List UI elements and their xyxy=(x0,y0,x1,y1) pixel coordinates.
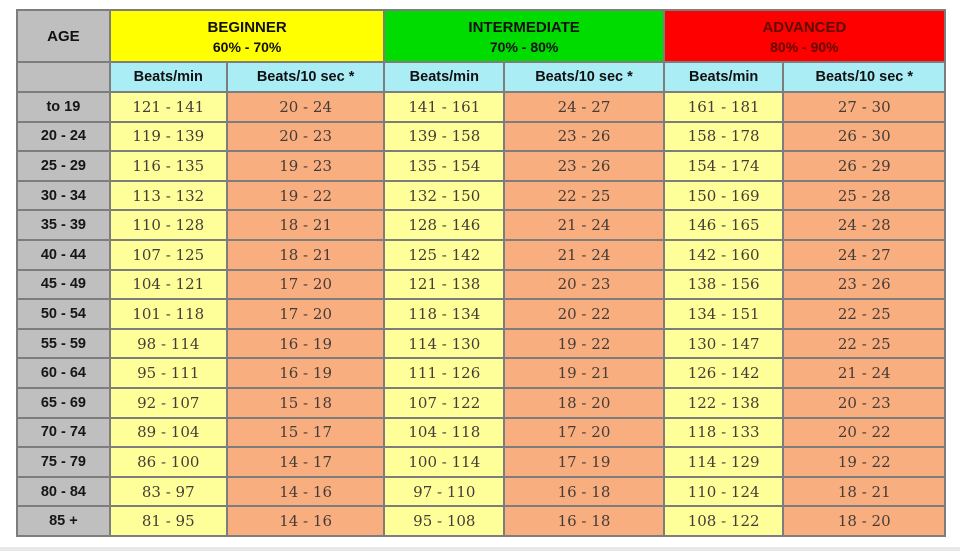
value-cell: 20 - 22 xyxy=(783,418,945,448)
value-cell: 100 - 114 xyxy=(384,447,504,477)
value-cell: 130 - 147 xyxy=(664,329,784,359)
age-cell: 40 - 44 xyxy=(17,240,110,270)
value-cell: 116 - 135 xyxy=(110,151,227,181)
age-cell: 55 - 59 xyxy=(17,329,110,359)
age-cell: 80 - 84 xyxy=(17,477,110,507)
section-name-beginner: BEGINNER xyxy=(207,18,287,36)
table-row xyxy=(17,240,945,270)
value-cell: 104 - 118 xyxy=(384,418,504,448)
value-cell: 138 - 156 xyxy=(664,270,784,300)
section-header-intermediate xyxy=(384,10,663,62)
value-cell: 104 - 121 xyxy=(110,270,227,300)
value-cell: 21 - 24 xyxy=(504,210,664,240)
table-body xyxy=(17,92,945,536)
value-cell: 22 - 25 xyxy=(783,329,945,359)
value-cell: 17 - 20 xyxy=(504,418,664,448)
unit-header-intermediate-bpm: Beats/min xyxy=(384,62,504,92)
value-cell: 16 - 18 xyxy=(504,506,664,536)
value-cell: 95 - 108 xyxy=(384,506,504,536)
value-cell: 19 - 23 xyxy=(227,151,385,181)
age-cell: 45 - 49 xyxy=(17,270,110,300)
value-cell: 18 - 20 xyxy=(504,388,664,418)
value-cell: 19 - 22 xyxy=(227,181,385,211)
value-cell: 18 - 21 xyxy=(227,210,385,240)
value-cell: 19 - 22 xyxy=(783,447,945,477)
value-cell: 97 - 110 xyxy=(384,477,504,507)
age-cell: 60 - 64 xyxy=(17,358,110,388)
value-cell: 20 - 23 xyxy=(227,122,385,152)
section-header-advanced xyxy=(664,10,945,62)
value-cell: 16 - 19 xyxy=(227,329,385,359)
value-cell: 134 - 151 xyxy=(664,299,784,329)
value-cell: 139 - 158 xyxy=(384,122,504,152)
value-cell: 95 - 111 xyxy=(110,358,227,388)
value-cell: 111 - 126 xyxy=(384,358,504,388)
value-cell: 14 - 16 xyxy=(227,477,385,507)
value-cell: 150 - 169 xyxy=(664,181,784,211)
value-cell: 135 - 154 xyxy=(384,151,504,181)
heart-rate-zone-table xyxy=(16,9,946,537)
section-header-row xyxy=(17,10,945,62)
value-cell: 20 - 22 xyxy=(504,299,664,329)
value-cell: 128 - 146 xyxy=(384,210,504,240)
age-cell: 25 - 29 xyxy=(17,151,110,181)
age-cell: 30 - 34 xyxy=(17,181,110,211)
value-cell: 107 - 125 xyxy=(110,240,227,270)
value-cell: 18 - 20 xyxy=(783,506,945,536)
value-cell: 14 - 17 xyxy=(227,447,385,477)
table-row xyxy=(17,388,945,418)
value-cell: 14 - 16 xyxy=(227,506,385,536)
value-cell: 18 - 21 xyxy=(227,240,385,270)
section-name-intermediate: INTERMEDIATE xyxy=(468,18,580,36)
value-cell: 16 - 19 xyxy=(227,358,385,388)
value-cell: 122 - 138 xyxy=(664,388,784,418)
value-cell: 17 - 20 xyxy=(227,299,385,329)
blank-header-cell xyxy=(17,62,110,92)
value-cell: 114 - 129 xyxy=(664,447,784,477)
value-cell: 89 - 104 xyxy=(110,418,227,448)
age-cell: 65 - 69 xyxy=(17,388,110,418)
value-cell: 22 - 25 xyxy=(783,299,945,329)
value-cell: 110 - 128 xyxy=(110,210,227,240)
section-range-intermediate: 70% - 80% xyxy=(489,39,559,56)
age-cell: to 19 xyxy=(17,92,110,122)
age-cell: 85 + xyxy=(17,506,110,536)
table-row xyxy=(17,210,945,240)
unit-header-advanced-bpm: Beats/min xyxy=(664,62,784,92)
value-cell: 19 - 22 xyxy=(504,329,664,359)
unit-header-beginner-bpm: Beats/min xyxy=(110,62,227,92)
value-cell: 27 - 30 xyxy=(783,92,945,122)
value-cell: 81 - 95 xyxy=(110,506,227,536)
value-cell: 142 - 160 xyxy=(664,240,784,270)
value-cell: 23 - 26 xyxy=(783,270,945,300)
value-cell: 16 - 18 xyxy=(504,477,664,507)
section-name-advanced: ADVANCED xyxy=(762,18,847,36)
table-row xyxy=(17,447,945,477)
value-cell: 161 - 181 xyxy=(664,92,784,122)
value-cell: 121 - 141 xyxy=(110,92,227,122)
table-row xyxy=(17,122,945,152)
unit-header-advanced-b10: Beats/10 sec * xyxy=(783,62,945,92)
value-cell: 26 - 30 xyxy=(783,122,945,152)
value-cell: 92 - 107 xyxy=(110,388,227,418)
age-cell: 70 - 74 xyxy=(17,418,110,448)
unit-header-row xyxy=(17,62,945,92)
table-row xyxy=(17,92,945,122)
value-cell: 23 - 26 xyxy=(504,122,664,152)
value-cell: 98 - 114 xyxy=(110,329,227,359)
value-cell: 86 - 100 xyxy=(110,447,227,477)
value-cell: 22 - 25 xyxy=(504,181,664,211)
table-row xyxy=(17,329,945,359)
value-cell: 21 - 24 xyxy=(504,240,664,270)
value-cell: 20 - 24 xyxy=(227,92,385,122)
table-row xyxy=(17,151,945,181)
value-cell: 24 - 27 xyxy=(783,240,945,270)
table-row xyxy=(17,358,945,388)
table-row xyxy=(17,299,945,329)
value-cell: 15 - 18 xyxy=(227,388,385,418)
section-range-beginner: 60% - 70% xyxy=(212,39,282,56)
value-cell: 19 - 21 xyxy=(504,358,664,388)
value-cell: 146 - 165 xyxy=(664,210,784,240)
value-cell: 24 - 28 xyxy=(783,210,945,240)
value-cell: 121 - 138 xyxy=(384,270,504,300)
value-cell: 118 - 134 xyxy=(384,299,504,329)
age-column-header: AGE xyxy=(17,10,110,62)
value-cell: 141 - 161 xyxy=(384,92,504,122)
value-cell: 125 - 142 xyxy=(384,240,504,270)
table-row xyxy=(17,181,945,211)
value-cell: 17 - 19 xyxy=(504,447,664,477)
value-cell: 107 - 122 xyxy=(384,388,504,418)
value-cell: 17 - 20 xyxy=(227,270,385,300)
age-cell: 35 - 39 xyxy=(17,210,110,240)
value-cell: 23 - 26 xyxy=(504,151,664,181)
unit-header-intermediate-b10: Beats/10 sec * xyxy=(504,62,664,92)
age-cell: 20 - 24 xyxy=(17,122,110,152)
value-cell: 83 - 97 xyxy=(110,477,227,507)
table-row xyxy=(17,506,945,536)
value-cell: 20 - 23 xyxy=(783,388,945,418)
age-cell: 75 - 79 xyxy=(17,447,110,477)
value-cell: 25 - 28 xyxy=(783,181,945,211)
value-cell: 118 - 133 xyxy=(664,418,784,448)
value-cell: 126 - 142 xyxy=(664,358,784,388)
value-cell: 113 - 132 xyxy=(110,181,227,211)
value-cell: 26 - 29 xyxy=(783,151,945,181)
value-cell: 158 - 178 xyxy=(664,122,784,152)
section-range-advanced: 80% - 90% xyxy=(770,39,839,56)
table-row xyxy=(17,477,945,507)
value-cell: 18 - 21 xyxy=(783,477,945,507)
value-cell: 119 - 139 xyxy=(110,122,227,152)
value-cell: 108 - 122 xyxy=(664,506,784,536)
value-cell: 20 - 23 xyxy=(504,270,664,300)
value-cell: 24 - 27 xyxy=(504,92,664,122)
value-cell: 132 - 150 xyxy=(384,181,504,211)
table-row xyxy=(17,418,945,448)
value-cell: 114 - 130 xyxy=(384,329,504,359)
value-cell: 110 - 124 xyxy=(664,477,784,507)
section-header-beginner xyxy=(110,10,385,62)
value-cell: 21 - 24 xyxy=(783,358,945,388)
table-row xyxy=(17,270,945,300)
value-cell: 15 - 17 xyxy=(227,418,385,448)
unit-header-beginner-b10: Beats/10 sec * xyxy=(227,62,385,92)
value-cell: 154 - 174 xyxy=(664,151,784,181)
age-cell: 50 - 54 xyxy=(17,299,110,329)
image-bottom-edge xyxy=(0,547,960,551)
value-cell: 101 - 118 xyxy=(110,299,227,329)
